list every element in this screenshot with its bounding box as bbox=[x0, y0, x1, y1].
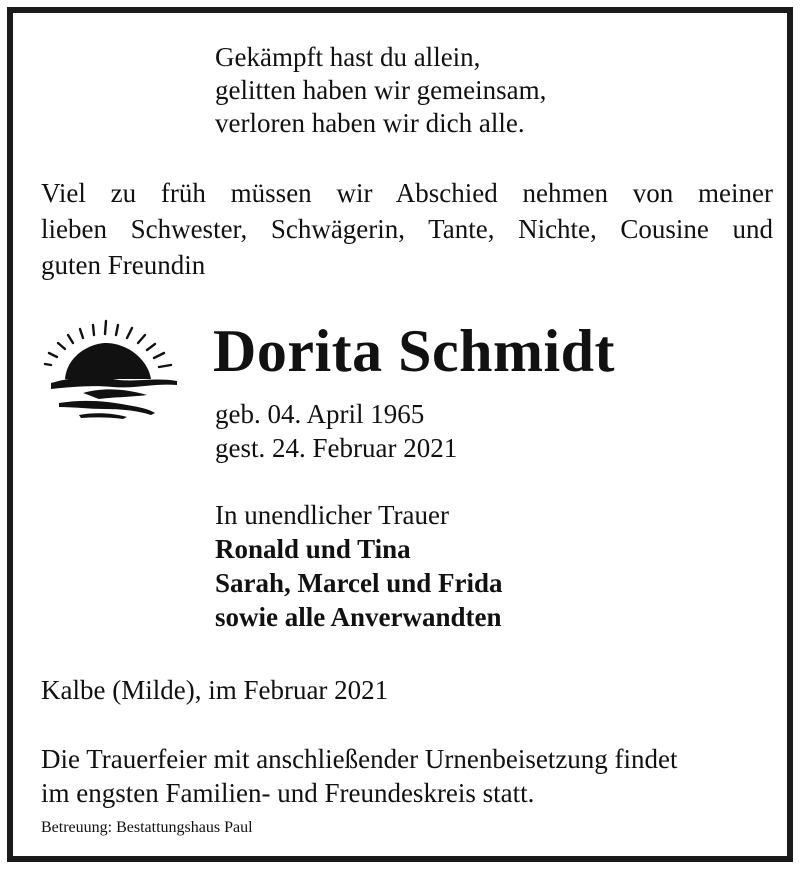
mourner-names: Sarah, Marcel und Frida bbox=[215, 568, 503, 598]
death-date: gest. 24. Februar 2021 bbox=[215, 433, 458, 463]
poem-line: gelitten haben wir gemeinsam, bbox=[215, 75, 547, 105]
sunset-over-hills-icon bbox=[43, 313, 183, 425]
mourning-phrase: In unendlicher Trauer bbox=[215, 500, 449, 530]
mourner-names: Ronald und Tina bbox=[215, 534, 411, 564]
ceremony-notice bbox=[41, 742, 773, 810]
place-and-date: Kalbe (Milde), im Februar 2021 bbox=[41, 675, 389, 705]
intro-text bbox=[41, 175, 773, 283]
life-dates bbox=[215, 397, 457, 465]
obituary-frame bbox=[7, 7, 793, 862]
poem-line: verloren haben wir dich alle. bbox=[215, 108, 525, 138]
funeral-home-note: Betreuung: Bestattungshaus Paul bbox=[41, 819, 253, 836]
intro-line: lieben Schwester, Schwägerin, Tante, Nichte, Cousine und bbox=[41, 214, 773, 244]
intro-line: Viel zu früh müssen wir Abschied nehmen von meiner bbox=[41, 178, 773, 208]
birth-date: geb. 04. April 1965 bbox=[215, 399, 425, 429]
mourner-names: sowie alle Anverwandten bbox=[215, 602, 502, 632]
ceremony-line: Die Trauerfeier mit anschließender Urnenbeisetzung findet bbox=[41, 744, 678, 774]
deceased-name: Dorita Schmidt bbox=[213, 318, 615, 384]
intro-line: guten Freundin bbox=[41, 250, 206, 280]
mourners-block bbox=[215, 498, 503, 634]
ceremony-line: im engsten Familien- und Freundeskreis statt. bbox=[41, 778, 535, 808]
poem-line: Gekämpft hast du allein, bbox=[215, 42, 481, 72]
memorial-poem bbox=[215, 41, 546, 140]
